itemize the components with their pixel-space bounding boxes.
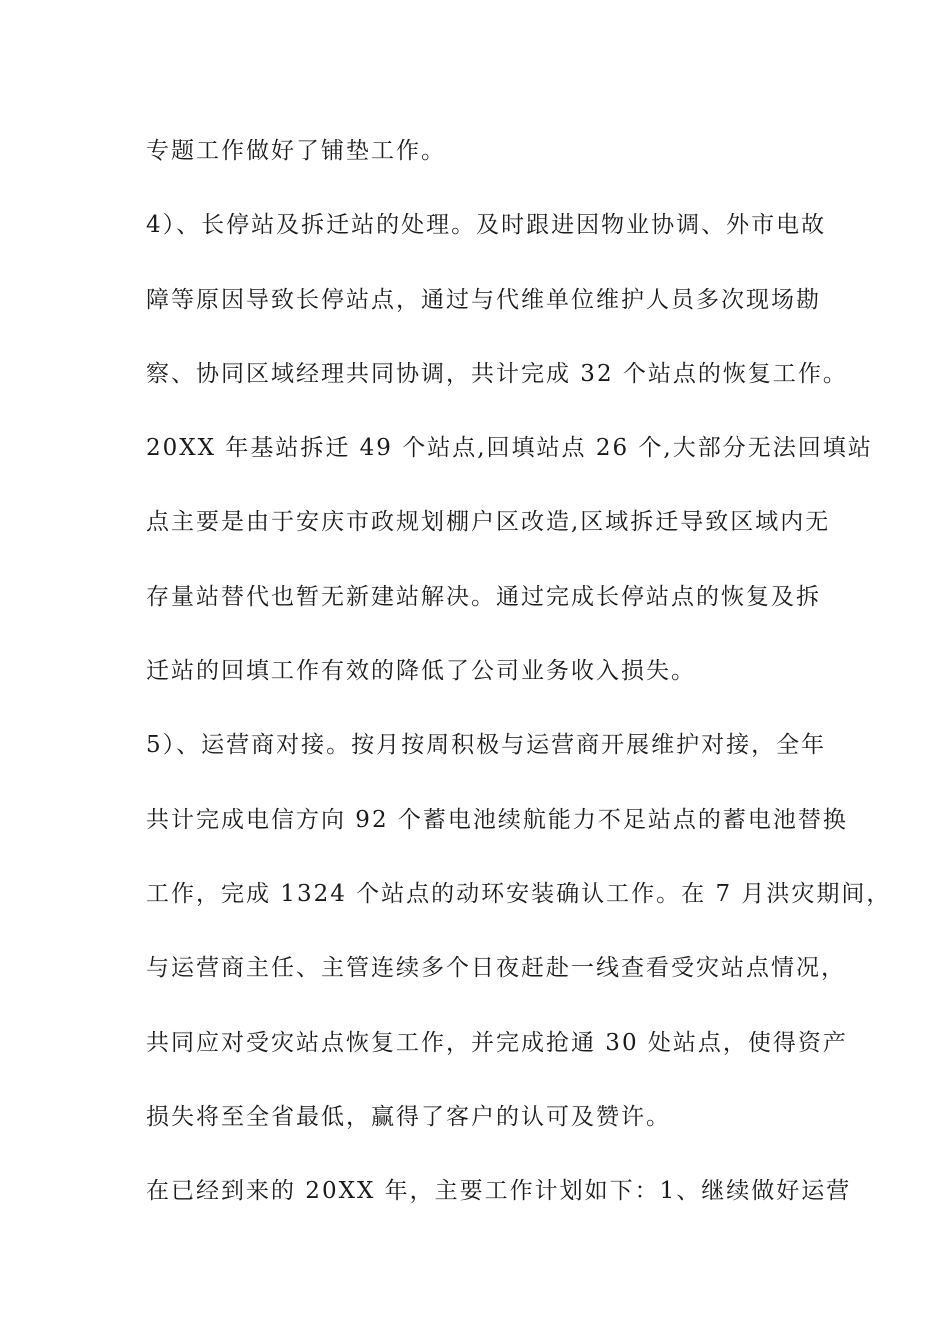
text-line: 察、协同区域经理共同协调，共计完成 32 个站点的恢复工作。 [146,360,848,387]
text-line: 共同应对受灾站点恢复工作，并完成抢通 30 处站点，使得资产 [146,1029,848,1056]
text-line: 工作，完成 1324 个站点的动环安装确认工作。在 7 月洪灾期间， [146,880,892,907]
text-line: 损失将至全省最低，赢得了客户的认可及赞许。 [146,1103,671,1130]
text-line: 5）、运营商对接。按月按周积极与运营商开展维护对接，全年 [146,732,827,759]
text-line: 存量站替代也暂无新建站解决。通过完成长停站点的恢复及拆 [146,583,821,610]
text-line: 20XX 年基站拆迁 49 个站点,回填站点 26 个,大部分无法回填站 [146,435,873,462]
text-line: 迁站的回填工作有效的降低了公司业务收入损失。 [146,658,696,685]
text-line: 点主要是由于安庆市政规划棚户区改造,区域拆迁导致区域内无 [146,509,831,536]
text-line: 4）、长停站及拆迁站的处理。及时跟进因物业协调、外市电故 [146,212,827,239]
text-line: 共计完成电信方向 92 个蓄电池续航能力不足站点的蓄电池替换 [146,806,848,833]
text-line: 专题工作做好了铺垫工作。 [146,138,446,164]
text-line: 障等原因导致长停站点，通过与代维单位维护人员多次现场勘 [146,286,821,313]
body-text [146,128,892,1242]
text-line: 与运营商主任、主管连续多个日夜赶赴一线查看受灾站点情况， [146,955,846,982]
text-line: 在已经到来的 20XX 年，主要工作计划如下：1、继续做好运营 [146,1178,852,1205]
